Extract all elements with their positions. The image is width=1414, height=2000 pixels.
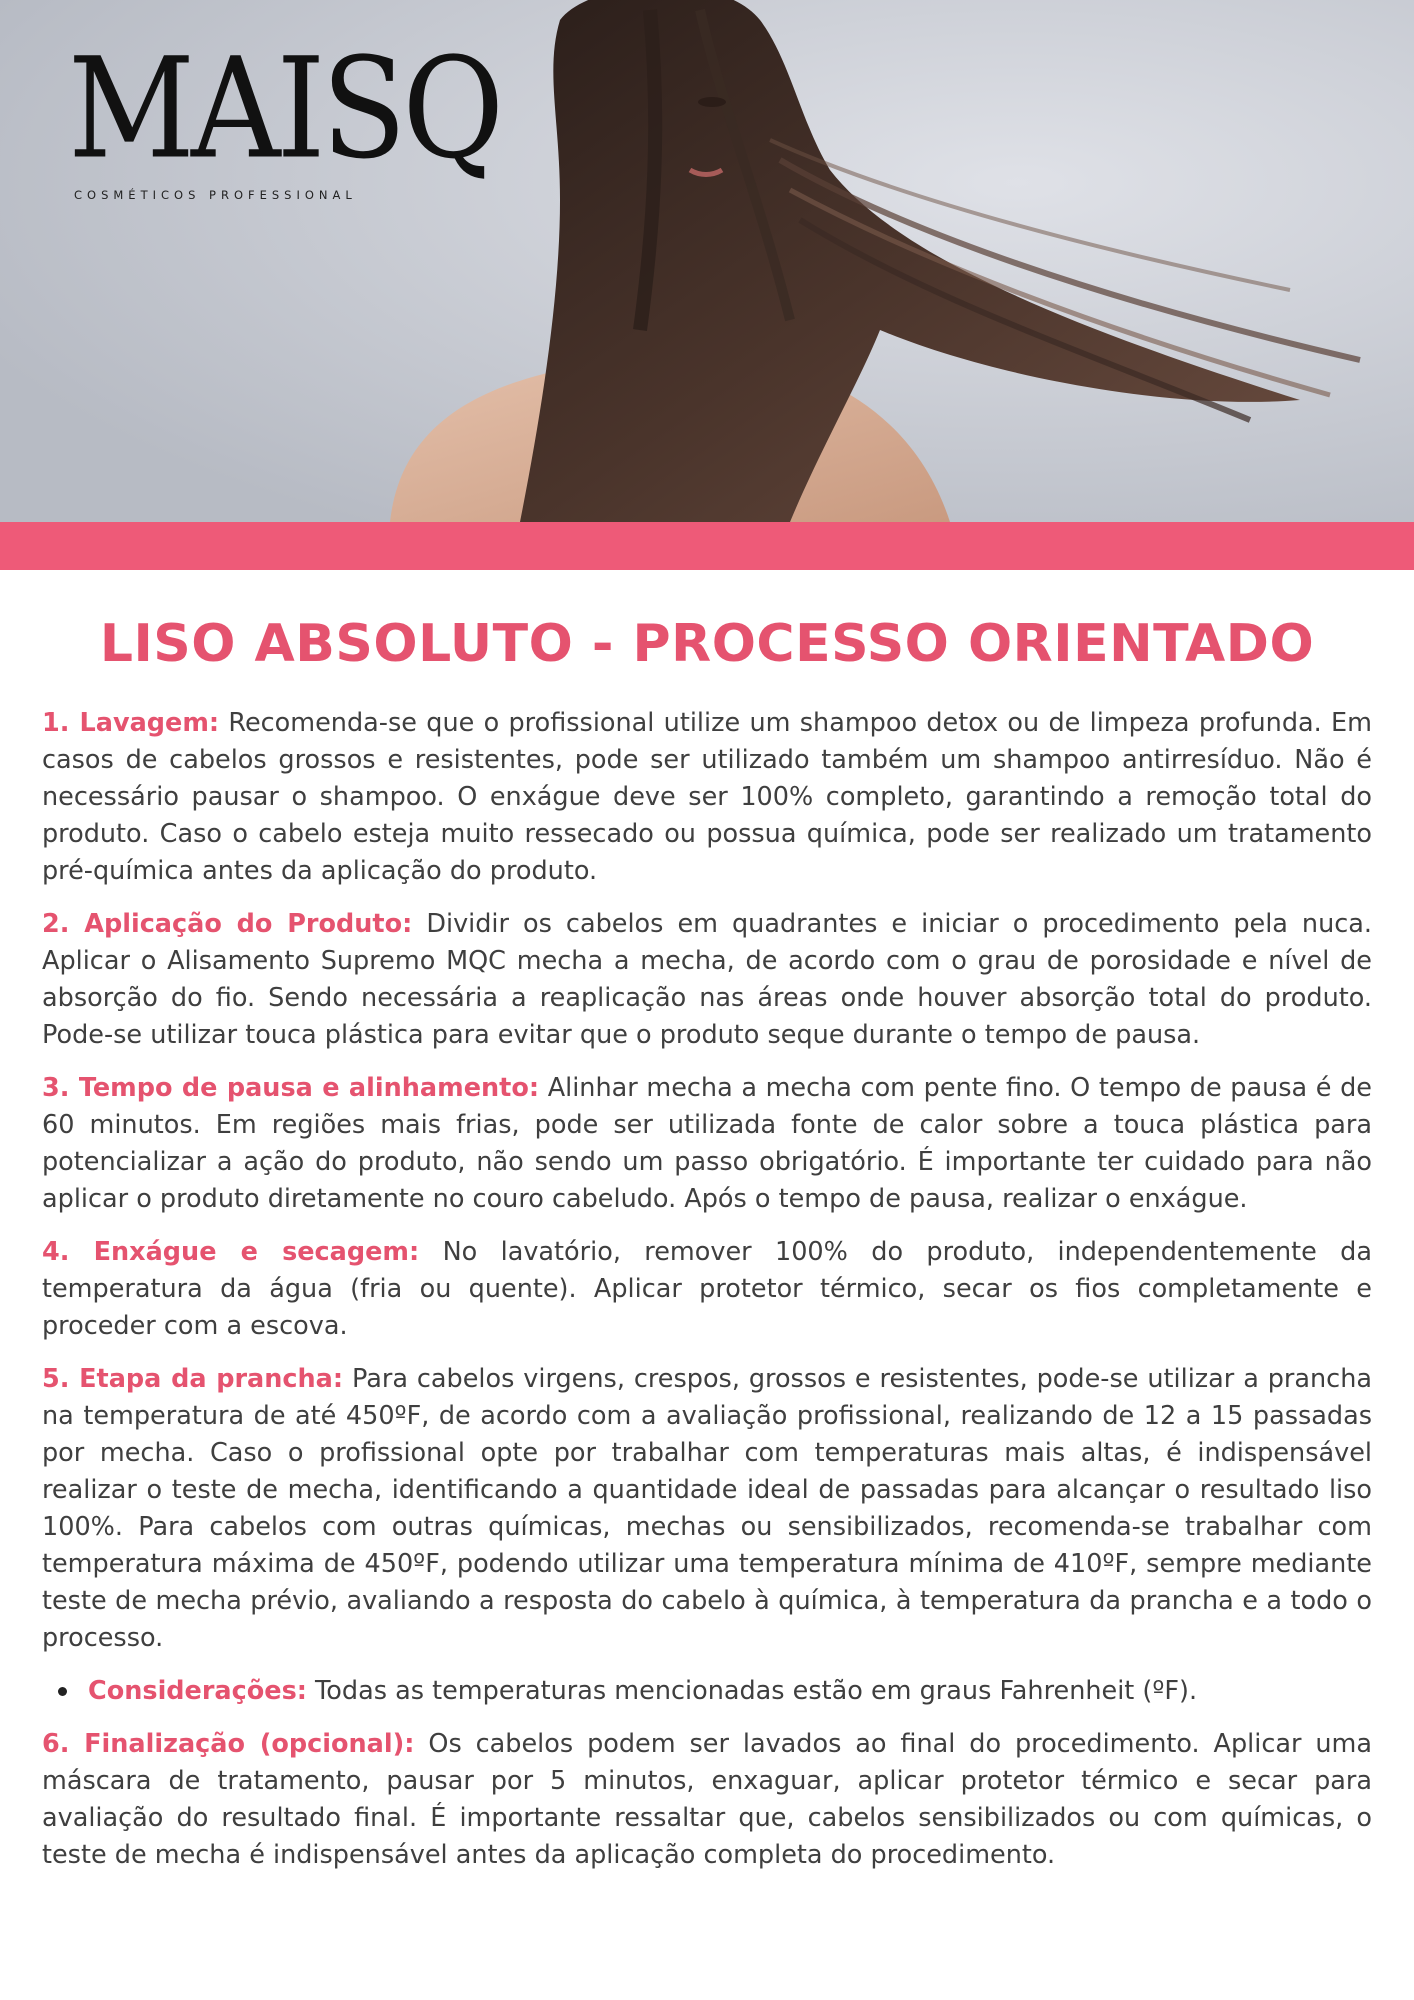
step-4-text: No lavatório, remover 100% do produto, independentemente da temperatura da água (fria ou quente). Aplicar protetor térmico, secar os fios completamente e proceder com a escova. [42,1237,1372,1342]
step-3-text: Alinhar mecha a mecha com pente fino. O tempo de pausa é de 60 minutos. Em regiões mais frias, pode ser utilizada fonte de calor sobre a touca plástica para potencializar a ação do produto, não sendo um passo obrigatório. É importante ter cuidado para não aplicar o produto diretamente no couro cabeludo. Após o tempo de pausa, realizar o enxágue. [42,1073,1372,1215]
bullet-icon [58,1687,67,1696]
step-1 [42,705,1372,890]
notes-list [42,1673,1372,1710]
document-body [0,616,1414,1874]
step-5 [42,1361,1372,1657]
step-4-heading: 4. Enxágue e secagem: [42,1237,420,1268]
brand-tagline: COSMÉTICOS PROFESSIONAL [74,188,357,202]
step-6-text: Os cabelos podem ser lavados ao final do procedimento. Aplicar uma máscara de tratamento, pausar por 5 minutos, enxaguar, aplicar protetor térmico e secar para avaliação do resultado final. É importante ressaltar que, cabelos sensibilizados ou com químicas, o teste de mecha é indispensável antes da aplicação completa do procedimento. [42,1729,1373,1871]
step-6-heading: 6. Finalização (opcional): [42,1729,415,1760]
step-2-text: Dividir os cabelos em quadrantes e iniciar o procedimento pela nuca. Aplicar o Alisamento Supremo MQC mecha a mecha, de acordo com o grau de porosidade e nível de absorção do fio. Sendo necessária a reaplicação nas áreas onde houver absorção total do produto. Pode-se utilizar touca plástica para evitar que o produto seque durante o tempo de pausa. [42,909,1372,1051]
step-1-heading: 1. Lavagem: [42,708,220,739]
step-3 [42,1070,1372,1218]
step-1-text: Recomenda-se que o profissional utilize um shampoo detox ou de limpeza profunda. Em casos de cabelos grossos e resistentes, pode ser utilizado também um shampoo antirresíduo. Não é necessário pausar o shampoo. O enxágue deve ser 100% completo, garantindo a remoção total do produto. Caso o cabelo esteja muito ressecado ou possua química, pode ser realizado um tratamento pré-química antes da aplicação do produto. [42,708,1372,887]
note-text: Todas as temperaturas mencionadas estão em graus Fahrenheit (ºF). [306,1676,1198,1707]
step-2 [42,906,1372,1054]
note-heading: Considerações: [88,1676,307,1707]
step-3-heading: 3. Tempo de pausa e alinhamento: [42,1073,540,1104]
brand-name: MAISQ [68,28,501,191]
step-4 [42,1234,1372,1345]
hero-banner [0,0,1414,522]
step-5-text: Para cabelos virgens, crespos, grossos e resistentes, pode-se utilizar a prancha na temperatura de até 450ºF, de acordo com a avaliação profissional, realizando de 12 a 15 passadas por mecha. Caso o profissional opte por trabalhar com temperaturas mais altas, é indispensável realizar o teste de mecha, identificando a quantidade ideal de passadas para alcançar o resultado liso 100%. Para cabelos com outras químicas, mechas ou sensibilizados, recomenda-se trabalhar com temperatura máxima de 450ºF, podendo utilizar uma temperatura mínima de 410ºF, sempre mediante teste de mecha prévio, avaliando a resposta do cabelo à química, à temperatura da prancha e a todo o processo. [42,1364,1372,1654]
step-2-heading: 2. Aplicação do Produto: [42,909,413,940]
accent-bar [0,522,1414,570]
note-item [42,1673,1372,1710]
step-5-heading: 5. Etapa da prancha: [42,1364,344,1395]
step-6 [42,1726,1372,1874]
brand-logo [68,28,501,202]
page-title: LISO ABSOLUTO - PROCESSO ORIENTADO [99,614,1315,674]
